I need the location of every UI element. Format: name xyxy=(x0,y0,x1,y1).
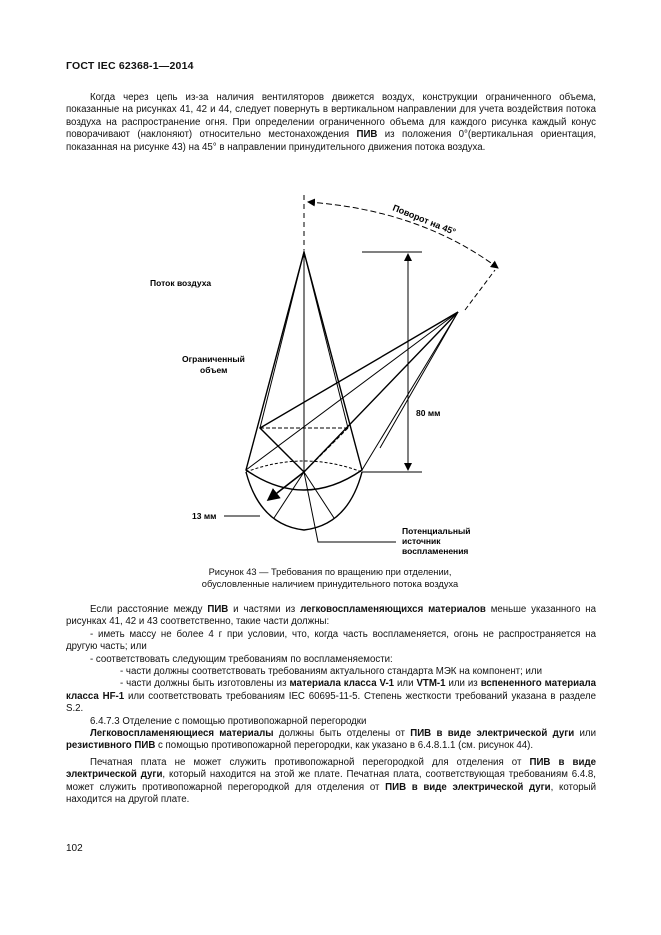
figure-43 xyxy=(140,180,520,560)
document-header: ГОСТ IEC 62368-1—2014 xyxy=(66,60,194,72)
intro-paragraph: Когда через цепь из-за наличия вентиляторов движется воздух, конструкции ограниченного объема, показанные на рисунках 41, 42 и 44, следует повернуть в вертикальном направлении для учета воздействия потока воздуха на распространение огня. При определении ограниченного объема для каждого рисунка каждый конус поворачивают (наклоняют) относительно местонахождения ПИВ из положения 0°(вертикальная ориентация, показанная на рисунке 43) на 45° в направлении принудительного движения потока воздуха. xyxy=(66,92,597,153)
label-13mm: 13 мм xyxy=(192,511,217,521)
label-rotation: Поворот на 45° xyxy=(391,202,458,237)
label-volume-1: Ограниченный xyxy=(182,354,245,364)
paragraph: Если расстояние между ПИВ и частями из легковоспламеняющихся материалов меньше указанного на рисунках 41, 42 и 43 соответственно, такие части должны: xyxy=(66,604,596,628)
label-source-1: Потенциальный xyxy=(402,526,471,536)
bullet: - соответствовать следующим требованиям по воспламеняемости: xyxy=(90,653,393,665)
paragraph: Печатная плата не может служить противопожарной перегородкой для отделения от ПИВ в виде электрической дуги, который находится на этой же плате. Печатная плата, соответствующая требованиям 6.4.8, может служить противопожарной перегородкой для отделения от ПИВ в виде электрической дуги, который находится на другой плате. xyxy=(66,756,597,806)
figure-caption: Рисунок 43 — Требования по вращению при отделении, обусловленные наличием принудительного потока воздуха xyxy=(201,567,459,589)
tilted-cone xyxy=(260,312,458,472)
bullet: - иметь массу не более 4 г при условии, что, когда часть воспламеняется, огонь не распространяется на другую часть; или xyxy=(66,628,596,653)
section-heading: 6.4.7.3 Отделение с помощью противопожарной перегородки xyxy=(90,715,367,727)
label-80mm: 80 мм xyxy=(416,408,441,418)
label-volume-2: объем xyxy=(200,365,228,375)
paragraph: Легковоспламеняющиеся материалы должны быть отделены от ПИВ в виде электрической дуги или резистивного ПИВ с помощью противопожарной перегородки, как указано в 6.4.8.1.1 (см. рисунок 44). xyxy=(66,728,596,752)
label-source-3: воспламенения xyxy=(402,546,469,556)
sub-bullet: - части должны соответствовать требованиям актуального стандарта МЭК на компонент; или xyxy=(120,666,542,678)
dim-13mm-arrow xyxy=(268,472,304,500)
page-number: 102 xyxy=(66,843,83,854)
body-text xyxy=(66,604,596,807)
sub-bullet: - части должны быть изготовлены из материала класса V-1 или VTM-1 или из вспененного материала класса HF-1 или соответствовать требованиям IEC 60695-11-5. Степень жесткости требований указана в разделе S.2. xyxy=(66,678,597,715)
label-source-2: источник xyxy=(402,536,441,546)
label-airflow: Поток воздуха xyxy=(150,278,212,288)
rotation-diagram xyxy=(140,180,520,560)
